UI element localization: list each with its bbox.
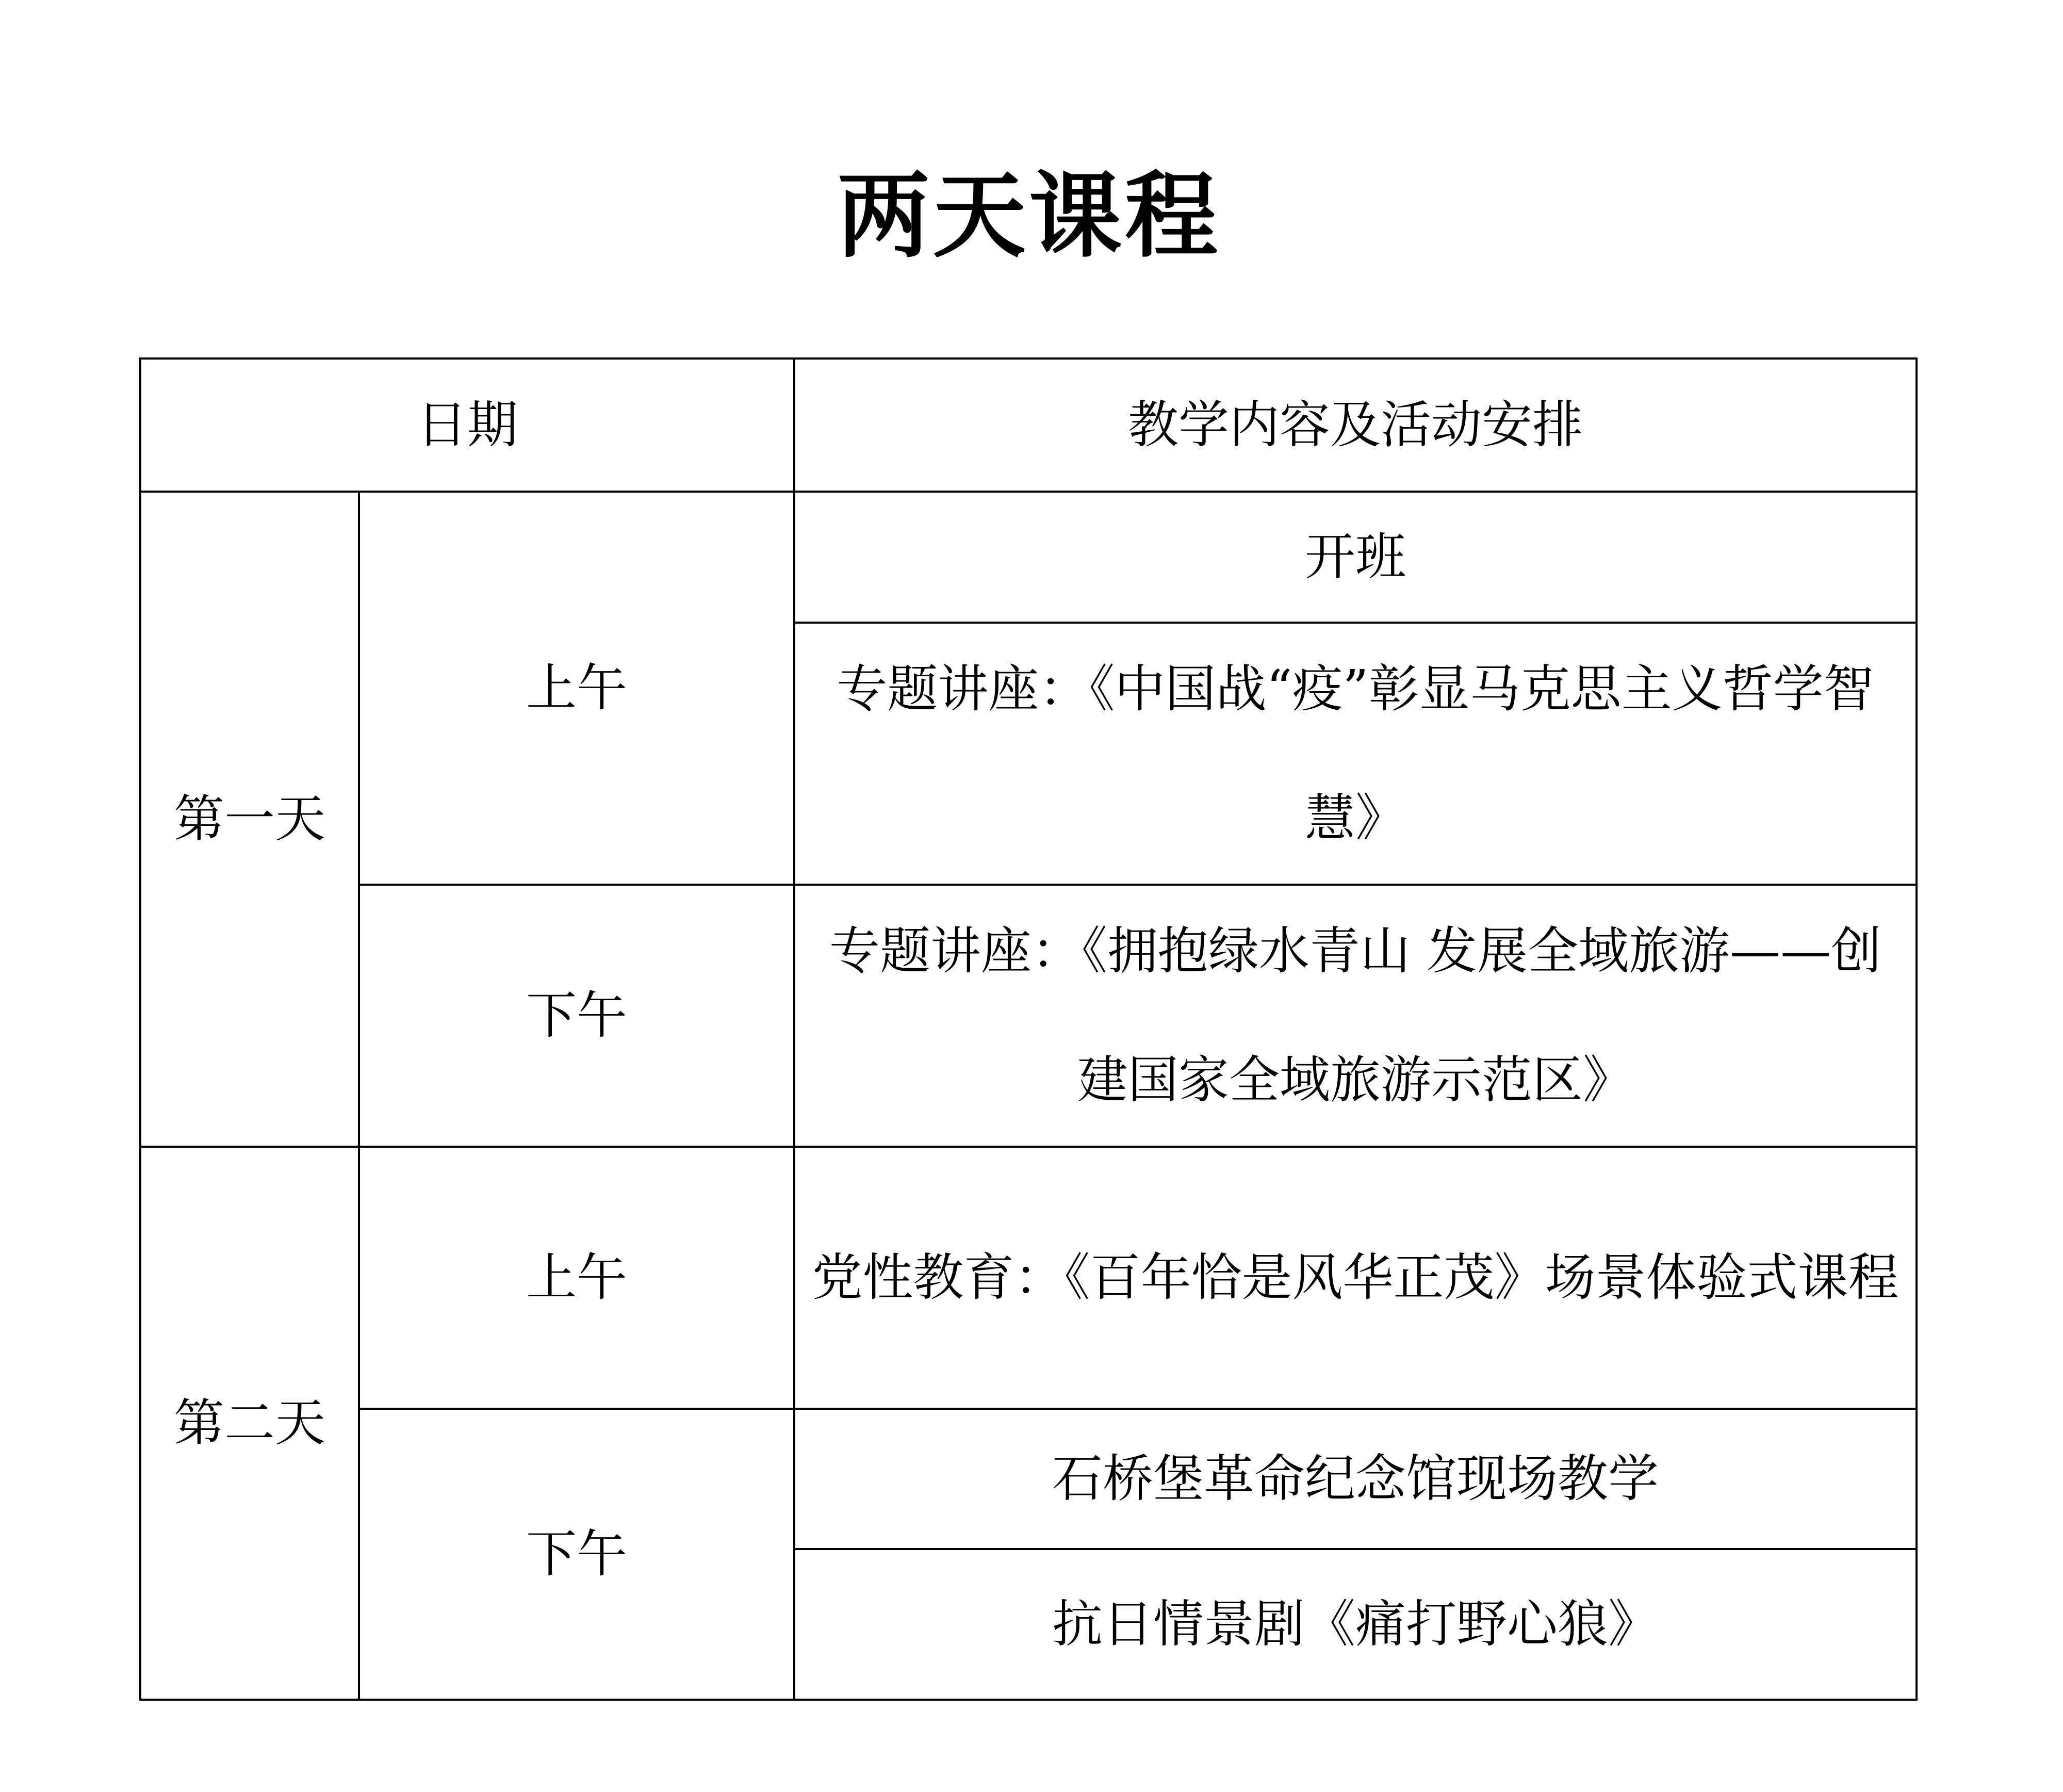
header-date: 日期 <box>140 359 794 492</box>
day-label: 第二天 <box>140 1147 359 1700</box>
day-label: 第一天 <box>140 492 359 1147</box>
table-row <box>140 1409 1917 1549</box>
session-item: 石桥堡革命纪念馆现场教学 <box>794 1409 1917 1549</box>
table-row <box>140 1147 1917 1409</box>
period-label: 下午 <box>359 1409 794 1700</box>
schedule-table <box>139 357 1918 1701</box>
session-item: 开班 <box>794 492 1917 623</box>
session-item: 抗日情景剧《痛打野心狼》 <box>794 1549 1917 1700</box>
period-label: 上午 <box>359 492 794 885</box>
session-item: 专题讲座：《中国战“疫”彰显马克思主义哲学智慧》 <box>794 623 1917 885</box>
header-content: 教学内容及活动安排 <box>794 359 1917 492</box>
session-item: 党性教育：《百年恰是风华正茂》场景体验式课程 <box>794 1147 1917 1409</box>
period-label: 下午 <box>359 885 794 1147</box>
header-row <box>140 359 1917 492</box>
table-row <box>140 885 1917 1147</box>
page-title: 两天课程 <box>837 162 1221 270</box>
table-row <box>140 492 1917 623</box>
period-label: 上午 <box>359 1147 794 1409</box>
session-item: 专题讲座：《拥抱绿水青山 发展全域旅游——创建国家全域旅游示范区》 <box>794 885 1917 1147</box>
